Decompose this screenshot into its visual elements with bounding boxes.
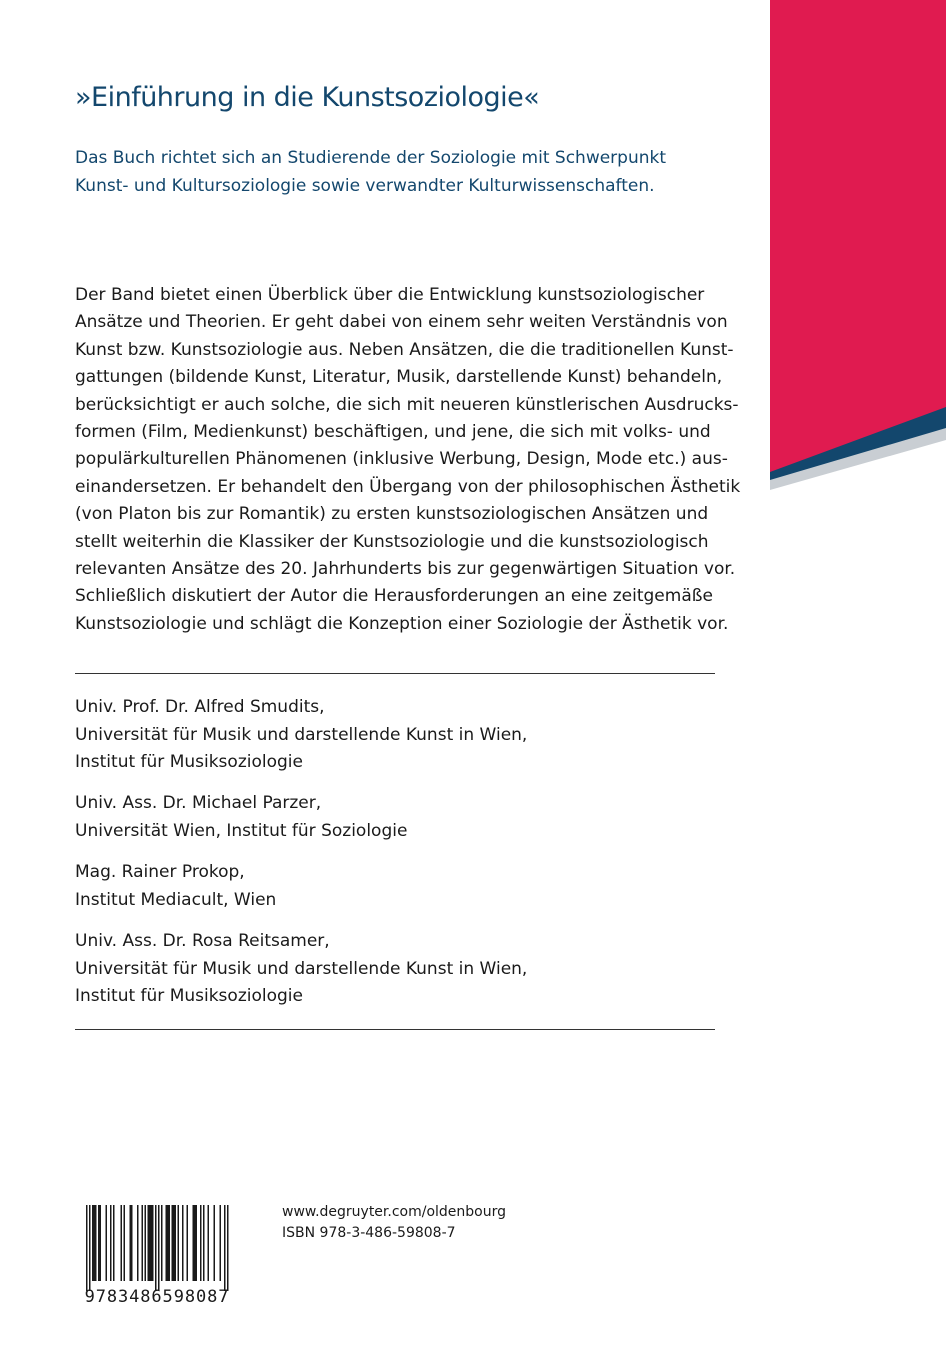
- author-line: Univ. Prof. Dr. Alfred Smudits,: [75, 697, 325, 717]
- author-line: Institut Mediacult, Wien: [75, 889, 277, 910]
- isbn-barcode: [73, 1205, 241, 1305]
- barcode-bar: [175, 1205, 177, 1281]
- barcode-digits: 9783486598087: [84, 1287, 230, 1305]
- book-subtitle: [75, 144, 725, 200]
- author-line: Institut für Musiksoziologie: [75, 986, 303, 1006]
- barcode-bar: [131, 1205, 133, 1281]
- description-line: gattungen (bildende Kunst, Literatur, Musik, darstellende Kunst) behandeln,: [75, 367, 723, 388]
- author-line: Mag. Rainer Prokop,: [75, 862, 245, 882]
- barcode-bar: [86, 1205, 88, 1291]
- barcode-bar: [169, 1205, 171, 1281]
- barcode-bar: [149, 1205, 151, 1281]
- isbn-number: ISBN 978-3-486-59808-7: [282, 1225, 456, 1241]
- barcode-bar: [124, 1205, 126, 1281]
- description-line: Ansätze und Theorien. Er geht dabei von einem sehr weiten Verständnis von: [75, 312, 728, 333]
- barcode-bar: [178, 1205, 180, 1281]
- barcode-bar: [89, 1205, 91, 1291]
- barcode-bar: [214, 1205, 216, 1281]
- author-entry: [75, 859, 276, 914]
- description-line: formen (Film, Medienkunst) beschäftigen, und jene, die sich mit volks- und: [75, 422, 711, 443]
- barcode-bar: [100, 1205, 102, 1281]
- author-line: Univ. Ass. Dr. Michael Parzer,: [75, 793, 322, 813]
- divider-bottom: [75, 1029, 715, 1030]
- book-description: [75, 282, 755, 638]
- subtitle-line: Das Buch richtet sich an Studierende der Soziologie mit Schwerpunkt: [75, 148, 667, 168]
- barcode-bar: [148, 1205, 150, 1281]
- barcode-bar: [172, 1205, 174, 1281]
- book-title: »Einführung in die Kunstsoziologie«: [75, 82, 540, 113]
- accent-red-block: [770, 0, 946, 472]
- description-line: (von Platon bis zur Romantik) zu ersten kunstsoziologischen Ansätzen und: [75, 504, 709, 525]
- barcode-bar: [106, 1205, 108, 1281]
- barcode-bar: [224, 1205, 226, 1291]
- barcode-bar: [173, 1205, 175, 1281]
- barcode-bar: [203, 1205, 205, 1281]
- description-line: Kunstsoziologie und schlägt die Konzeption einer Soziologie der Ästhetik vor.: [75, 613, 729, 634]
- cover-accent-graphic: [770, 0, 946, 500]
- subtitle-line: Kunst- und Kultursoziologie sowie verwandter Kulturwissenschaften.: [75, 176, 655, 196]
- description-line: einandersetzen. Er behandelt den Übergang von der philosophischen Ästhetik: [75, 476, 741, 497]
- barcode-bar: [130, 1205, 132, 1281]
- barcode-bar: [166, 1205, 168, 1281]
- barcode-bar: [193, 1205, 195, 1281]
- barcode-bar: [151, 1205, 153, 1281]
- barcode-bar: [113, 1205, 115, 1281]
- author-entry: [75, 790, 407, 845]
- barcode-bar: [155, 1205, 157, 1291]
- barcode-bar: [187, 1205, 189, 1281]
- barcode-bar: [98, 1205, 100, 1281]
- divider-top: [75, 673, 715, 674]
- barcode-bar: [137, 1205, 139, 1281]
- author-line: Universität für Musik und darstellende Kunst in Wien,: [75, 724, 528, 745]
- barcode-bar: [145, 1205, 147, 1281]
- author-line: Universität für Musik und darstellende Kunst in Wien,: [75, 958, 528, 979]
- barcode-bar: [142, 1205, 144, 1281]
- barcode-bar: [94, 1205, 96, 1281]
- description-line: relevanten Ansätze des 20. Jahrhunderts bis zur gegenwärtigen Situation vor.: [75, 559, 736, 580]
- publisher-url[interactable]: www.degruyter.com/oldenbourg: [282, 1204, 507, 1220]
- barcode-bar: [152, 1205, 154, 1281]
- description-line: Kunst bzw. Kunstsoziologie aus. Neben Ansätzen, die die traditionellen Kunst-: [75, 339, 734, 360]
- description-line: populärkulturellen Phänomenen (inklusive Werbung, Design, Mode etc.) aus-: [75, 449, 728, 470]
- author-entry: [75, 694, 527, 777]
- barcode-bar: [158, 1205, 160, 1291]
- author-entry: [75, 928, 527, 1011]
- barcode-bar: [95, 1205, 97, 1281]
- publisher-info: [282, 1202, 506, 1244]
- barcode-bar: [227, 1205, 229, 1291]
- barcode-bar: [167, 1205, 169, 1281]
- barcode-bars: [86, 1205, 229, 1291]
- barcode-bar: [200, 1205, 202, 1281]
- barcode-bar: [161, 1205, 163, 1281]
- barcode-bar: [110, 1205, 112, 1281]
- description-line: Schließlich diskutiert der Autor die Herausforderungen an eine zeitgemäße: [75, 586, 713, 607]
- author-line: Univ. Ass. Dr. Rosa Reitsamer,: [75, 931, 330, 951]
- description-line: stellt weiterhin die Klassiker der Kunstsoziologie und die kunstsoziologisch: [75, 531, 709, 552]
- barcode-bar: [194, 1205, 196, 1281]
- author-line: Universität Wien, Institut für Soziologie: [75, 820, 408, 841]
- barcode-bar: [220, 1205, 222, 1281]
- description-line: berücksichtigt er auch solche, die sich mit neueren künstlerischen Ausdrucks-: [75, 394, 739, 415]
- barcode-bar: [182, 1205, 184, 1281]
- author-line: Institut für Musiksoziologie: [75, 752, 303, 772]
- barcode-bar: [121, 1205, 123, 1281]
- barcode-bar: [92, 1205, 94, 1281]
- barcode-bar: [208, 1205, 210, 1281]
- barcode-bar: [196, 1205, 198, 1281]
- description-line: Der Band bietet einen Überblick über die Entwicklung kunstsoziologischer: [75, 285, 705, 305]
